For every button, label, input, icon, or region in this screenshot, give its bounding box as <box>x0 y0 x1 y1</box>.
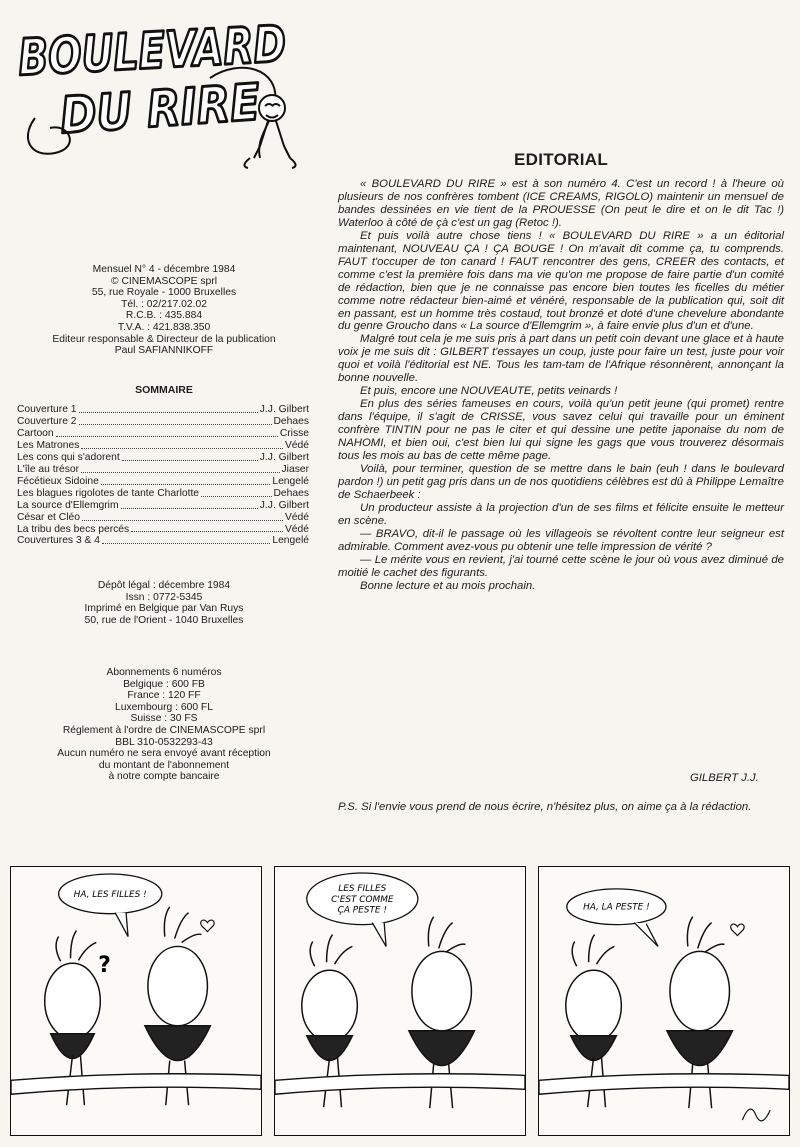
toc-row <box>17 404 309 416</box>
panel-3-bubble-text: HA, LA PESTE ! <box>583 902 650 913</box>
editorial-paragraph: « BOULEVARD DU RIRE » est à son numéro 4. C'est un record ! à l'heure où plusieurs de nos confrères tombent (ICE CREAMS, RIGOLO) maintenir un mensuel de bandes dessinées en vie tient de la PROUESSE (On peut le dire et on le dit Tac !) Waterloo à côté de çà c'est un gag (Retoc !). <box>338 178 784 229</box>
toc-title: L'île au trésor <box>17 463 80 475</box>
branch <box>275 1074 525 1095</box>
toc-author: J.J. Gilbert <box>259 404 309 415</box>
toc-author: Crisse <box>279 427 309 439</box>
toc-title: Couverture 1 <box>17 404 77 415</box>
toc-row <box>17 488 309 500</box>
editorial-paragraph: En plus des séries fameuses en cours, voilà qu'un petit jeune (qui promet) rentre dans l'équipe, il s'agit de CRISSE, vous savez celui qui travaille pour un éminent confrère TINTIN pour ne pas le citer et qui dessine une petite japonaise du nom de NAHOMI, et bien oui, c'est bien lui qui signe les gags que vous trouverez désormais tous les mois au bas de cette même page. <box>338 398 784 463</box>
toc-row <box>17 476 309 488</box>
comic-panel-3 <box>538 866 790 1136</box>
subscriptions-block <box>18 667 310 725</box>
toc-row <box>17 464 309 476</box>
toc-author: Védé <box>284 511 309 523</box>
editorial-paragraph: — Le mérite vous en revient, j'ai tourné cette scène le jour où vous avez diminué de moitié le cachet des figurants. <box>338 553 784 579</box>
toc-row <box>17 524 309 536</box>
toc-leader <box>79 412 258 413</box>
subscription-line: Suisse : 30 FS <box>130 713 198 725</box>
imprint-line: Mensuel N° 4 - décembre 1984 <box>92 264 236 275</box>
imprint-line: R.C.B. : 435.884 <box>125 310 203 322</box>
legal-block <box>18 580 310 626</box>
toc-title: Couvertures 3 & 4 <box>17 535 100 547</box>
editorial-paragraph: Et puis, encore une NOUVEAUTE, petits veinards ! <box>360 385 618 398</box>
editorial-paragraph: — BRAVO, dit-il le passage où les villageois se révoltent contre leur seigneur est admirable. Comment avez-vous pu obtenir une telle impression de vérité ? <box>338 527 784 553</box>
editorial-heading: EDITORIAL <box>514 150 609 169</box>
toc-author: Védé <box>284 439 309 451</box>
toc-leader <box>79 424 272 425</box>
heart-icon <box>201 920 215 931</box>
editorial-paragraph: Bonne lecture et au mois prochain. <box>360 579 536 592</box>
panel-2-bubble-line-3: ÇA PESTE ! <box>337 905 387 916</box>
subscription-line: Belgique : 600 FB <box>123 678 205 690</box>
toc-title: Fécétieux Sidoine <box>17 475 99 487</box>
toc-row <box>17 428 309 440</box>
legal-line: Issn : 0772-5345 <box>125 591 203 603</box>
comic-panel-1 <box>10 866 262 1136</box>
editorial-paragraph: Malgré tout cela je me suis pris à part dans un petit coin devant une glace et à haute voix je me suis dit : GILBERT t'essayes un coup, juste pour faire un test, juste pour voir quoi et voilà l'éditorial est NE. Tous les tam-tam de l'Afrique résonnèrent, annonçant la bonne nouvelle. <box>338 333 784 385</box>
imprint-line: T.V.A. : 421.838.350 <box>117 321 211 333</box>
payment-line: Aucun numéro ne sera envoyé avant réception <box>57 748 271 760</box>
toc-author: Dehaes <box>273 487 309 499</box>
toc-leader <box>121 508 258 509</box>
payment-line: à notre compte bancaire <box>108 771 220 783</box>
legal-line: Imprimé en Belgique par Van Ruys <box>84 603 244 615</box>
toc-leader <box>102 543 270 544</box>
sommaire-heading: SOMMAIRE <box>135 384 193 396</box>
editorial-signature: GILBERT J.J. <box>690 772 759 784</box>
legal-line: 50, rue de l'Orient - 1040 Bruxelles <box>84 614 244 626</box>
toc-leader <box>81 472 279 473</box>
imprint-line: Editeur responsable & Directeur de la publication <box>52 333 276 345</box>
panel-1-bubble-text: HA, LES FILLES ! <box>73 889 147 900</box>
toc-title: Les Matrones <box>17 439 80 451</box>
subscription-line: Abonnements 6 numéros <box>106 667 222 678</box>
payment-line: Réglement à l'ordre de CINEMASCOPE sprl <box>62 725 266 736</box>
payment-line: du montant de l'abonnement <box>98 759 230 771</box>
toc-row <box>17 416 309 428</box>
logo-line1: BOULEVARD <box>16 11 361 87</box>
question-mark: ? <box>98 953 111 979</box>
toc-title: César et Cléo <box>17 511 80 523</box>
imprint-line: © CINEMASCOPE sprl <box>111 275 217 287</box>
legal-line: Dépôt légal : décembre 1984 <box>97 580 231 591</box>
toc-title: Les cons qui s'adorent <box>17 451 120 463</box>
payment-line: BBL 310-0532293-43 <box>115 736 213 748</box>
toc-author: Lengelé <box>272 475 309 487</box>
imprint-block <box>18 264 310 357</box>
toc-author: J.J. Gilbert <box>259 499 309 511</box>
toc-author: Jiaser <box>281 463 309 475</box>
imprint-line: Paul SAFIANNIKOFF <box>114 345 214 357</box>
imprint-line: Tél. : 02/217.02.02 <box>121 298 207 310</box>
toc-title: La tribu des becs percés <box>17 523 130 535</box>
toc-leader <box>81 448 283 449</box>
payment-block <box>18 725 310 783</box>
toc-leader <box>201 496 271 497</box>
panel-2-bubble-line-2: C'EST COMME <box>331 894 394 905</box>
toc-leader <box>122 460 258 461</box>
magazine-logo <box>10 8 361 168</box>
editorial-paragraph: Un producteur assiste à la projection d'un de ses films et félicite ensuite le metteur en scène. <box>338 501 784 527</box>
toc-row <box>17 440 309 452</box>
toc-row <box>17 535 309 547</box>
editorial-postscript: P.S. Si l'envie vous prend de nous écrire, n'hésitez plus, on aime ça à la rédaction. <box>338 801 752 813</box>
comic-panel-2 <box>274 866 526 1136</box>
toc-title: Les blagues rigolotes de tante Charlotte <box>17 487 200 499</box>
editorial-body <box>338 178 784 593</box>
toc-row <box>17 500 309 512</box>
panel-2-bubble-line-1: LES FILLES <box>338 883 387 894</box>
table-of-contents <box>17 404 309 547</box>
artist-signature-icon <box>742 1109 770 1121</box>
heart-icon <box>731 924 745 935</box>
subscription-line: Luxembourg : 600 FL <box>115 701 213 713</box>
toc-leader <box>82 520 283 521</box>
toc-row <box>17 512 309 524</box>
toc-title: Couverture 2 <box>17 415 77 427</box>
toc-author: J.J. Gilbert <box>259 451 309 463</box>
subscription-line: France : 120 FF <box>127 690 201 702</box>
logo-line2: DU RIRE <box>58 71 292 145</box>
toc-leader <box>131 531 283 532</box>
toc-row <box>17 452 309 464</box>
toc-author: Védé <box>284 523 309 535</box>
toc-leader <box>101 484 270 485</box>
imprint-line: 55, rue Royale - 1000 Bruxelles <box>91 287 237 299</box>
toc-title: La source d'Ellemgrim <box>17 499 119 511</box>
toc-author: Lengelé <box>272 535 309 547</box>
branch <box>539 1074 789 1095</box>
editorial-paragraph: Et puis voilà autre chose tiens ! « BOULEVARD DU RIRE » a un éditorial maintenant, NOUVEAU ÇA ! ÇA BOUGE ! On m'avait dit comme ça, tu comprends. FAUT t'occuper de ton canard ! FAUT rencontrer des gens, CREER des contacts, et comme c'est la première fois dans ma vie qu'on me propose de faire partie d'un comité de rédaction, bien que je ne connaisse pas encore bien toutes les ficelles du métier comme notre rédacteur bien-aimé et vénéré, responsable de la publication qui, soit dit en passant, est un homme très costaud, tout bronzé et doté d'une chevelure abondante du genre Groucho dans « La source d'Ellemgrim », à faire envie plus d'un et d'une. <box>338 229 784 333</box>
editorial-paragraph: Voilà, pour terminer, question de se mettre dans le bain (euh ! dans le boulevard pardon !) un petit gag pris dans un de nos quotidiens célèbres est dû à Philippe Lemaître de Schaerbeek : <box>338 462 784 501</box>
toc-title: Cartoon <box>17 427 54 439</box>
branch <box>11 1074 261 1095</box>
toc-leader <box>56 436 278 437</box>
toc-author: Dehaes <box>273 415 309 427</box>
